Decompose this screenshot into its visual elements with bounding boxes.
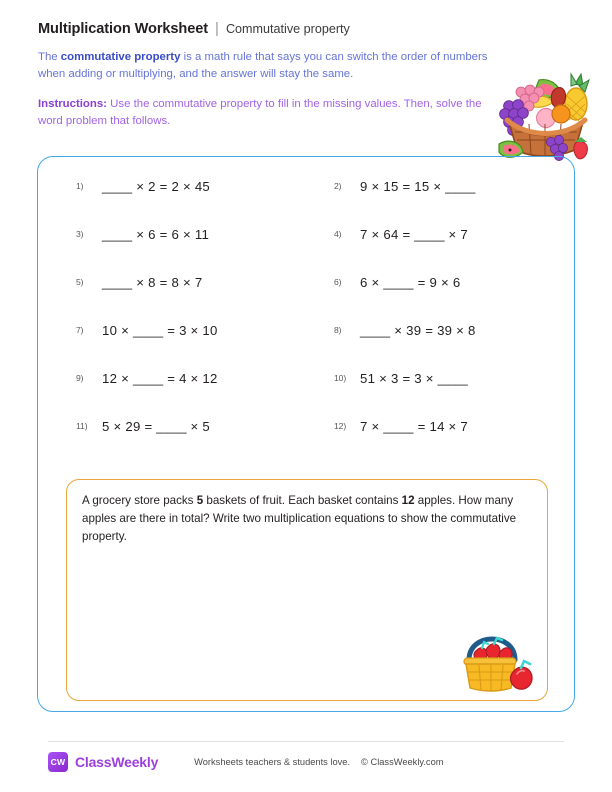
problem-row: [38, 371, 574, 419]
problem-number: 2): [334, 181, 342, 191]
word-problem-value-baskets: 5: [196, 494, 204, 507]
problem-equation: 7 × ____ = 14 × 7: [360, 419, 469, 434]
problem-item-4[interactable]: [306, 227, 574, 242]
problem-grid: [38, 179, 574, 467]
problem-item-7[interactable]: [38, 323, 306, 338]
problem-row: [38, 323, 574, 371]
page-title: [38, 20, 498, 37]
worksheet-content-box: [37, 156, 575, 712]
instructions-text: [38, 96, 488, 131]
problem-item-6[interactable]: [306, 275, 574, 290]
title-separator: |: [215, 20, 219, 37]
problem-number: 7): [76, 325, 84, 335]
apple-basket-illustration: [453, 620, 537, 694]
problem-item-8[interactable]: [306, 323, 574, 338]
problem-number: 6): [334, 277, 342, 287]
description-bold-term: commutative property: [60, 51, 181, 63]
problem-item-1[interactable]: [38, 179, 306, 194]
description-post: is a math rule that says you can switch the order of numbers when adding or multiplying, and the answer will stay the same.: [38, 51, 488, 81]
problem-row: [38, 227, 574, 275]
problem-item-2[interactable]: [306, 179, 574, 194]
problem-number: 9): [76, 373, 84, 383]
word-problem-part2: baskets of fruit. Each basket contains: [203, 494, 402, 507]
problem-number: 11): [76, 421, 88, 431]
problem-equation: 12 × ____ = 4 × 12: [102, 371, 218, 386]
problem-number: 8): [334, 325, 342, 335]
word-problem-part1: A grocery store packs: [82, 494, 197, 507]
problem-number: 4): [334, 229, 342, 239]
word-problem-text: [82, 492, 532, 546]
word-problem-value-apples: 12: [401, 494, 415, 507]
instructions-label: Instructions:: [38, 97, 107, 110]
description-text: [38, 49, 493, 84]
footer-divider: [48, 741, 564, 742]
problem-item-10[interactable]: [306, 371, 574, 386]
problem-equation: 6 × ____ = 9 × 6: [360, 275, 461, 290]
footer-copyright: © ClassWeekly.com: [361, 757, 444, 767]
problem-number: 5): [76, 277, 84, 287]
problem-item-12[interactable]: [306, 419, 574, 434]
problem-row: [38, 179, 574, 227]
problem-equation: 9 × 15 = 15 × ____: [360, 179, 476, 194]
fruit-basket-illustration: [495, 66, 595, 162]
problem-item-9[interactable]: [38, 371, 306, 386]
problem-equation: 51 × 3 = 3 × ____: [360, 371, 469, 386]
problem-equation: ____ × 2 = 2 × 45: [102, 179, 211, 194]
brand-name[interactable]: ClassWeekly: [75, 754, 159, 770]
footer: [48, 752, 564, 772]
title-main: Multiplication Worksheet: [38, 21, 209, 37]
word-problem-part3: apples. How many apples are there in total? Write two multiplication equations to show the commutative property.: [82, 494, 517, 544]
description-pre: The: [38, 51, 61, 63]
problem-equation: ____ × 39 = 39 × 8: [360, 323, 476, 338]
footer-tagline: Worksheets teachers & students love.: [194, 757, 351, 767]
problem-number: 12): [334, 421, 347, 431]
title-subtitle: Commutative property: [225, 22, 350, 36]
classweekly-logo-icon[interactable]: CW: [48, 752, 68, 772]
problem-number: 3): [76, 229, 84, 239]
problem-equation: 5 × 29 = ____ × 5: [102, 419, 211, 434]
problem-equation: ____ × 8 = 8 × 7: [102, 275, 203, 290]
problem-equation: 7 × 64 = ____ × 7: [360, 227, 469, 242]
word-problem-box[interactable]: [66, 479, 548, 701]
problem-equation: ____ × 6 = 6 × 11: [102, 227, 210, 242]
problem-equation: 10 × ____ = 3 × 10: [102, 323, 218, 338]
problem-row: [38, 419, 574, 467]
problem-number: 1): [76, 181, 84, 191]
instructions-body: Use the commutative property to fill in the missing values. Then, solve the word problem that follows.: [38, 97, 482, 128]
problem-item-5[interactable]: [38, 275, 306, 290]
problem-item-11[interactable]: [38, 419, 306, 434]
problem-item-3[interactable]: [38, 227, 306, 242]
header: [38, 20, 498, 131]
problem-row: [38, 275, 574, 323]
problem-number: 10): [334, 373, 347, 383]
